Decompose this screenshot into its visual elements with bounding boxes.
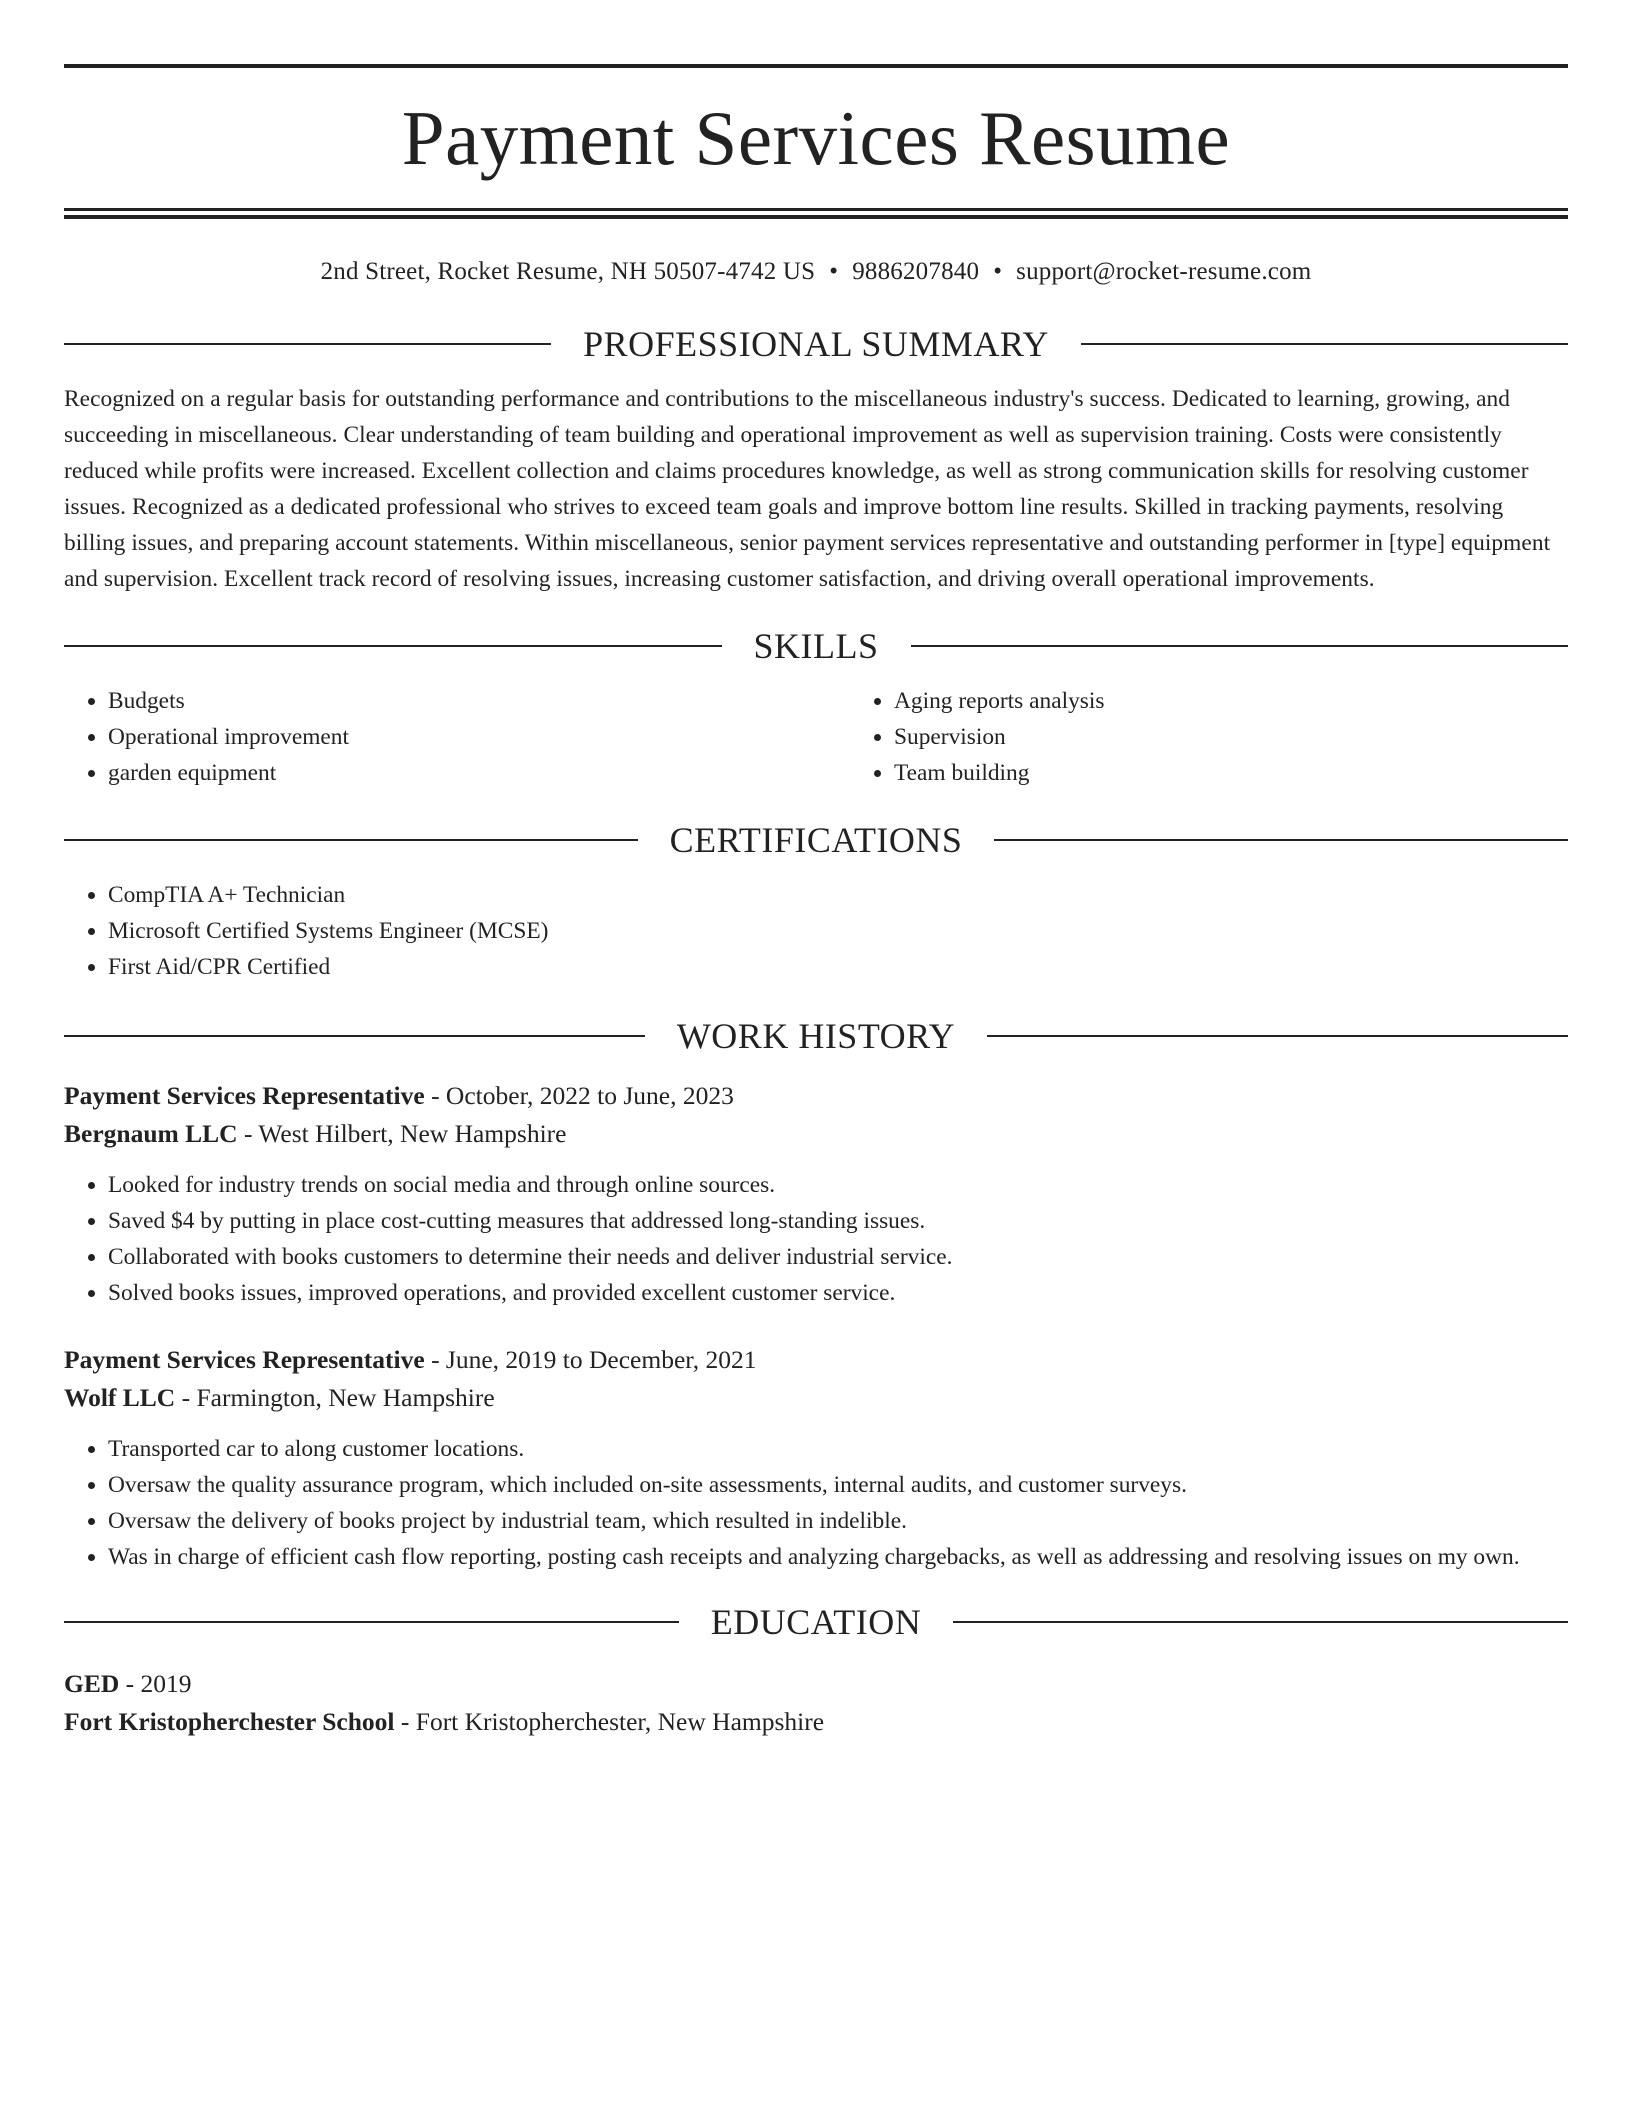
- skill-item: • garden equipment: [108, 755, 850, 791]
- contact-phone: 9886207840: [852, 258, 980, 285]
- job-duty-item: • Oversaw the delivery of books project by industrial team, which resulted in indelible.: [108, 1503, 1568, 1539]
- header-double-rule: [64, 208, 1568, 219]
- education-section-heading: [64, 1597, 1568, 1647]
- work-section-heading: [64, 1011, 1568, 1061]
- contact-email: support@rocket-resume.com: [1016, 258, 1312, 285]
- job-title: Payment Services Representative: [64, 1345, 425, 1374]
- education-degree-line: [64, 1665, 1568, 1703]
- education-entry: [64, 1665, 1568, 1741]
- summary-section-heading: [64, 319, 1568, 369]
- skills-section-heading: [64, 621, 1568, 671]
- job-duty-item: • Saved $4 by putting in place cost-cutting measures that addressed long-standing issues.: [108, 1203, 1568, 1239]
- skills-list-left: [64, 683, 850, 791]
- job-duty-item: • Collaborated with books customers to determine their needs and deliver industrial service.: [108, 1239, 1568, 1275]
- heading-rule-left: [64, 645, 722, 647]
- job-duties-list: [64, 1431, 1568, 1575]
- certifications-list: [64, 877, 1568, 985]
- job-company: Wolf LLC: [64, 1383, 176, 1412]
- job-dates: - October, 2022 to June, 2023: [424, 1081, 734, 1110]
- education-location: - Fort Kristopherchester, New Hampshire: [394, 1707, 825, 1736]
- summary-section-title: PROFESSIONAL SUMMARY: [583, 324, 1049, 364]
- skills-list-right: [850, 683, 1632, 791]
- job-title-line: [64, 1077, 1568, 1115]
- education-degree: GED: [64, 1669, 120, 1698]
- heading-rule-right: [987, 1035, 1568, 1037]
- job-company: Bergnaum LLC: [64, 1119, 238, 1148]
- certifications-section-heading: [64, 815, 1568, 865]
- header-top-rule: [64, 64, 1568, 68]
- job-duty-item: • Was in charge of efficient cash flow reporting, posting cash receipts and analyzing chargebacks, as well as addressing and resolving issues on my own.: [108, 1539, 1568, 1575]
- skill-item: • Team building: [894, 755, 1632, 791]
- job-duty-item: • Oversaw the quality assurance program, which included on-site assessments, internal audits, and customer surveys.: [108, 1467, 1568, 1503]
- work-entry: [64, 1077, 1568, 1311]
- contact-separator: •: [829, 258, 839, 285]
- certification-item: • CompTIA A+ Technician: [108, 877, 1568, 913]
- skill-item: • Budgets: [108, 683, 850, 719]
- education-school: Fort Kristopherchester School: [64, 1707, 395, 1736]
- education-section-title: EDUCATION: [710, 1602, 922, 1642]
- job-duty-item: • Solved books issues, improved operations, and provided excellent customer service.: [108, 1275, 1568, 1311]
- job-title-line: [64, 1341, 1568, 1379]
- heading-rule-left: [64, 839, 638, 841]
- certification-item: • First Aid/CPR Certified: [108, 949, 1568, 985]
- resume-title: Payment Services Resume: [401, 95, 1231, 181]
- work-section-title: WORK HISTORY: [676, 1016, 956, 1056]
- education-year: - 2019: [119, 1669, 192, 1698]
- job-title: Payment Services Representative: [64, 1081, 425, 1110]
- certifications-section-title: CERTIFICATIONS: [669, 820, 963, 860]
- job-company-line: [64, 1379, 1568, 1417]
- heading-rule-left: [64, 1035, 645, 1037]
- job-location: - Farmington, New Hampshire: [175, 1383, 495, 1412]
- job-duty-item: • Looked for industry trends on social media and through online sources.: [108, 1167, 1568, 1203]
- contact-address: 2nd Street, Rocket Resume, NH 50507-4742 US: [320, 258, 816, 285]
- skills-grid: [64, 683, 1568, 791]
- heading-rule-left: [64, 343, 551, 345]
- heading-rule-right: [953, 1621, 1568, 1623]
- heading-rule-right: [911, 645, 1569, 647]
- heading-rule-right: [1081, 343, 1568, 345]
- job-company-line: [64, 1115, 1568, 1153]
- certification-item: • Microsoft Certified Systems Engineer (MCSE): [108, 913, 1568, 949]
- summary-paragraph: Recognized on a regular basis for outstanding performance and contributions to the miscellaneous industry's success. Dedicated to learning, growing, and succeeding in miscellaneous. Clear understanding of team building and operational improvement as well as supervision training. Costs were consistently reduced while profits were increased. Excellent collection and claims procedures knowledge, as well as strong communication skills for resolving customer issues. Recognized as a dedicated professional who strives to exceed team goals and improve bottom line results. Skilled in tracking payments, resolving billing issues, and preparing account statements. Within miscellaneous, senior payment services representative and outstanding performer in [type] equipment and supervision. Excellent track record of resolving issues, increasing customer satisfaction, and driving overall operational improvements.: [64, 386, 1551, 592]
- work-entry: [64, 1341, 1568, 1575]
- resume-page: [64, 64, 1568, 1741]
- contact-separator: •: [993, 258, 1003, 285]
- heading-rule-left: [64, 1621, 679, 1623]
- skill-item: • Operational improvement: [108, 719, 850, 755]
- skills-section-title: SKILLS: [753, 626, 879, 666]
- education-school-line: [64, 1703, 1568, 1741]
- job-location: - West Hilbert, New Hampshire: [237, 1119, 567, 1148]
- job-duties-list: [64, 1167, 1568, 1311]
- job-duty-item: • Transported car to along customer locations.: [108, 1431, 1568, 1467]
- skill-item: • Aging reports analysis: [894, 683, 1632, 719]
- job-dates: - June, 2019 to December, 2021: [424, 1345, 757, 1374]
- skill-item: • Supervision: [894, 719, 1632, 755]
- contact-line: [64, 255, 1568, 289]
- heading-rule-right: [994, 839, 1568, 841]
